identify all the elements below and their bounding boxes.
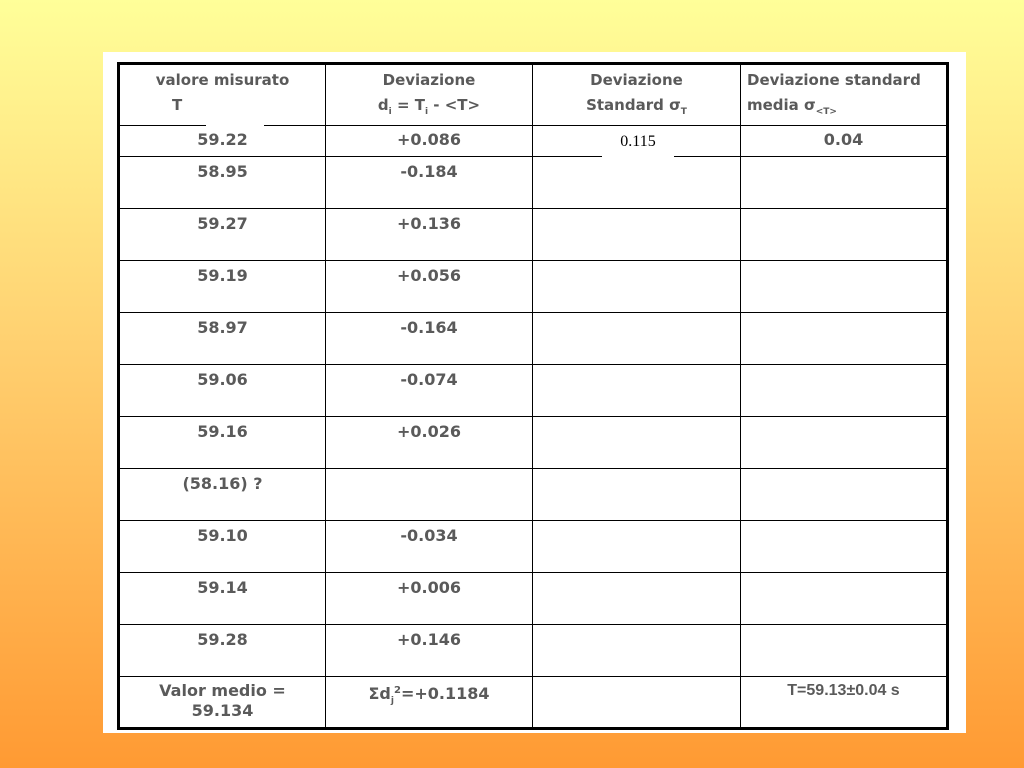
header-measured-value [119,64,326,126]
header-std-dev-mean [741,64,948,126]
sum-value: =+0.1184 [400,684,490,703]
cell-std [533,209,741,261]
cell-deviation: +0.056 [326,261,533,313]
sum-sub: j [390,696,394,706]
cell-std-mean: 0.04 [741,126,948,157]
table-row [119,209,948,261]
cell-std-mean [741,157,948,209]
cell-std-mean [741,573,948,625]
mean-label: Valor medio = [159,681,286,700]
header-measured-value-line2: T [172,96,183,114]
table-row [119,365,948,417]
cell-value: 59.28 [119,625,326,677]
cell-std-mean [741,417,948,469]
cell-std [533,157,741,209]
header-std-dev-line1: Deviazione [590,71,683,89]
cell-sum [326,677,533,729]
cell-std [533,261,741,313]
cell-mean [119,677,326,729]
header-deviation-line1: Deviazione [382,71,476,89]
cell-std-mean [741,521,948,573]
cell-deviation: +0.086 [326,126,533,157]
cell-deviation: -0.184 [326,157,533,209]
header-row [119,64,948,126]
cell-deviation: -0.034 [326,521,533,573]
cell-std-mean [741,365,948,417]
table-panel [103,52,966,733]
cell-value: 58.97 [119,313,326,365]
table-row [119,313,948,365]
table-row [119,126,948,157]
sum-sup: 2 [393,685,401,696]
table-row [119,157,948,209]
header-std-dev-sub: T [680,107,687,117]
header-deviation-sub-i: i [388,107,392,117]
cell-std [533,126,741,157]
header-deviation-mid: = T [391,96,425,114]
cell-std-mean [741,261,948,313]
cell-deviation: +0.136 [326,209,533,261]
table-row [119,261,948,313]
cell-value: 59.14 [119,573,326,625]
cell-std [533,365,741,417]
footer-row [119,677,948,729]
sum-prefix: Σd [368,684,391,703]
cell-std [533,625,741,677]
cell-deviation: -0.074 [326,365,533,417]
cell-value: (58.16) ? [119,469,326,521]
cell-std [533,313,741,365]
cell-std [533,573,741,625]
final-result: T=59.13±0.04 s [741,677,948,729]
header-deviation-d: d [377,96,389,114]
cell-std-mean [741,209,948,261]
cell-value: 59.06 [119,365,326,417]
header-deviation-sub-i2: i [424,107,429,117]
cell-std [533,521,741,573]
cell-deviation: +0.026 [326,417,533,469]
header-std-dev [533,64,741,126]
cell-value: 59.27 [119,209,326,261]
cell-std-mean [741,625,948,677]
header-std-dev-mean-sub: <T> [815,107,837,117]
cell-empty [533,677,741,729]
cell-deviation: +0.146 [326,625,533,677]
header-measured-value-line1: valore misurato [155,71,290,89]
cell-std-mean [741,313,948,365]
table-row [119,417,948,469]
table-row [119,625,948,677]
mean-value: 59.134 [191,701,254,720]
table-row [119,469,948,521]
cell-deviation [326,469,533,521]
cell-value: 59.16 [119,417,326,469]
cell-deviation: -0.164 [326,313,533,365]
header-std-dev-mean-line1: Deviazione standard [747,71,921,89]
header-deviation-end: - <T> [428,96,481,114]
std-value-box: 0.115 [602,126,674,157]
table-row [119,573,948,625]
measurement-table [117,62,949,730]
header-deviation [326,64,533,126]
cell-std [533,417,741,469]
cell-std [533,469,741,521]
header-std-dev-line2: Standard σ [586,96,681,114]
cell-std-mean [741,469,948,521]
cell-value: 59.10 [119,521,326,573]
cell-value: 59.22 [119,126,326,157]
table-row [119,521,948,573]
cell-deviation: +0.006 [326,573,533,625]
cell-value: 58.95 [119,157,326,209]
cell-value: 59.19 [119,261,326,313]
header-std-dev-mean-line2: media σ [747,96,816,114]
